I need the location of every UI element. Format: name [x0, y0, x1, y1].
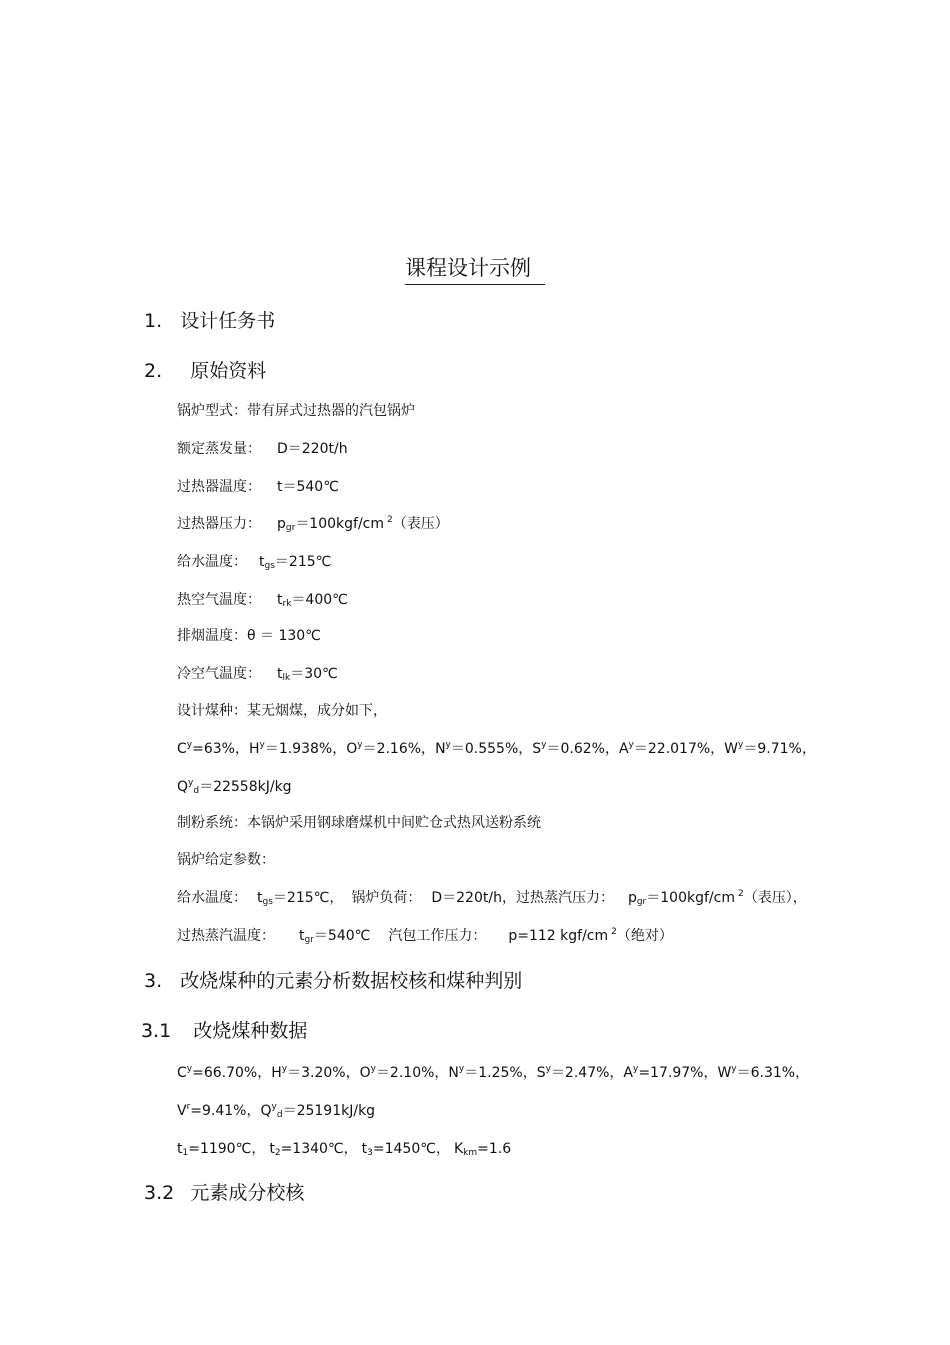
text-span: A	[618, 741, 629, 757]
text-span: y	[259, 740, 265, 750]
given-params-line-1	[177, 887, 807, 907]
new-coal-volatile-line	[177, 1100, 375, 1120]
text-span: D＝220t/h	[277, 441, 348, 457]
text-span: =17.97%，	[638, 1065, 718, 1081]
text-span: ＝540℃	[313, 928, 371, 944]
heading-number: 3.	[144, 970, 163, 992]
text-span: y	[633, 1064, 639, 1074]
text-span: y	[271, 1102, 277, 1112]
boiler-type-line	[177, 400, 415, 420]
text-span: =63%，	[192, 741, 249, 757]
text-span: y	[370, 1064, 376, 1074]
text-span: y	[186, 1064, 193, 1074]
superheater-pressure-line	[177, 513, 449, 533]
text-span: ＝2.16%，	[362, 741, 436, 757]
heading-2	[144, 356, 266, 383]
text-span: A	[623, 1065, 633, 1081]
text-span: ＝215℃，	[272, 890, 344, 906]
text-span: Q	[177, 779, 189, 795]
given-params-line-2	[177, 925, 673, 945]
pulverizing-system-line	[177, 812, 541, 832]
text-span: K	[453, 1141, 464, 1157]
text-span: t＝540℃	[277, 479, 339, 495]
coal-composition-line	[177, 738, 816, 758]
text-span: =1.6	[477, 1141, 512, 1157]
text-span: S	[532, 741, 542, 757]
text-span: km	[463, 1148, 478, 1158]
design-coal-line	[177, 700, 387, 720]
text-span: 1	[182, 1148, 189, 1158]
text-span: ＝9.71%，	[743, 741, 816, 757]
text-span: 过热器温度：	[177, 479, 261, 495]
text-span: y	[458, 1064, 465, 1074]
text-span: ＝1.938%，	[264, 741, 347, 757]
given-params-label	[177, 849, 275, 869]
text-span: S	[536, 1065, 546, 1081]
text-span: 3	[367, 1148, 373, 1158]
text-span: W	[717, 1065, 732, 1081]
text-span: （表压）	[392, 516, 449, 532]
hot-air-temp-line	[177, 589, 348, 609]
text-span: y	[445, 740, 451, 750]
text-span: ＝400℃	[291, 592, 348, 608]
text-span: ＝2.47%，	[550, 1065, 624, 1081]
text-span: ＝100kgf/cm	[646, 890, 735, 906]
text-span: ＝22558kJ/kg	[199, 779, 292, 795]
text-span: y	[738, 740, 744, 750]
text-span: 锅炉型式：带有屏式过热器的汽包锅炉	[177, 403, 415, 419]
heading-number: 3.2	[144, 1182, 175, 1204]
text-span: 给水温度：	[177, 890, 247, 906]
text-span: d	[193, 786, 200, 796]
new-coal-composition-line	[177, 1062, 809, 1082]
text-span: =66.70%，	[192, 1065, 272, 1081]
text-span: p	[277, 516, 286, 532]
heading-text: 改烧煤种的元素分析数据校核和煤种判别	[180, 970, 523, 992]
heading-3	[144, 966, 522, 993]
text-span: 锅炉给定参数：	[177, 852, 275, 868]
text-span: =1450℃，	[372, 1141, 450, 1157]
text-span: ＝2.10%，	[375, 1065, 449, 1081]
text-span: =1340℃，	[280, 1141, 358, 1157]
text-span: 锅炉负荷：	[351, 890, 422, 906]
text-span: y	[357, 740, 363, 750]
text-span: p=112 kgf/cm	[508, 928, 609, 944]
text-span: （绝对）	[616, 928, 673, 944]
text-span: ＝30℃	[290, 666, 338, 682]
text-span: W	[724, 741, 739, 757]
text-span: ＝6.31%，	[736, 1065, 810, 1081]
text-span: y	[188, 778, 194, 788]
text-span: 设计煤种：某无烟煤，成分如下，	[177, 703, 387, 719]
text-span: y	[541, 740, 547, 750]
text-span: t	[277, 666, 283, 682]
text-span: N	[448, 1065, 459, 1081]
text-span: C	[177, 1065, 187, 1081]
text-span: =1190℃，	[188, 1141, 266, 1157]
text-span: d	[276, 1110, 283, 1120]
text-span: ＝22.017%，	[633, 741, 725, 757]
text-span: gr	[304, 935, 314, 945]
text-span: gs	[264, 561, 275, 571]
text-span: y	[545, 1064, 551, 1074]
exhaust-temp-line	[177, 625, 321, 645]
heading-number: 1.	[144, 310, 163, 332]
text-span: t	[259, 554, 265, 570]
text-span: 汽包工作压力：	[388, 928, 487, 944]
text-span: p	[627, 890, 637, 906]
text-span: 给水温度：	[177, 554, 247, 570]
text-span: y	[731, 1064, 737, 1074]
coal-heating-value-line	[177, 776, 292, 796]
heading-text: 原始资料	[190, 360, 267, 382]
feedwater-temp-line	[177, 551, 331, 571]
text-span: ＝100kgf/cm	[295, 516, 385, 532]
text-span: 冷空气温度：	[177, 666, 261, 682]
text-span: O	[359, 1065, 371, 1081]
text-span: D＝220t/h，过热蒸汽压力：	[431, 890, 614, 906]
text-span: 热空气温度：	[177, 592, 261, 608]
text-span: （表压），	[743, 890, 807, 906]
text-span: 过热器压力：	[177, 516, 261, 532]
text-span: gs	[262, 897, 273, 907]
text-span: rk	[282, 599, 292, 609]
text-span: H	[248, 741, 260, 757]
text-span: y	[186, 740, 193, 750]
heading-text: 设计任务书	[180, 310, 276, 332]
superheater-temp-line	[177, 476, 339, 496]
text-span: t	[269, 1141, 275, 1157]
text-span: 额定蒸发量：	[177, 441, 261, 457]
document-title	[0, 252, 950, 285]
text-span: ＝0.62%，	[546, 741, 619, 757]
text-span: 过热蒸汽温度：	[177, 928, 275, 944]
text-span: ＝1.25%，	[464, 1065, 537, 1081]
text-span: y	[281, 1064, 288, 1074]
heading-3-1	[141, 1016, 307, 1043]
text-span: y	[628, 740, 634, 750]
text-span: 2	[737, 889, 744, 899]
heading-number: 2.	[144, 360, 163, 382]
heading-3-2	[144, 1178, 304, 1205]
heading-number: 3.1	[141, 1020, 172, 1042]
text-span: t	[299, 928, 305, 944]
text-span: t	[277, 592, 283, 608]
text-span: r	[186, 1102, 191, 1112]
text-span: ＝215℃	[274, 554, 332, 570]
text-span: 2	[387, 515, 393, 525]
text-span: C	[177, 741, 187, 757]
text-span: t	[257, 890, 263, 906]
text-span: gr	[285, 523, 296, 533]
text-span: 制粉系统：本锅炉采用钢球磨煤机中间贮仓式热风送粉系统	[177, 815, 541, 831]
text-span: ＝25191kJ/kg	[282, 1103, 376, 1119]
text-span: t	[177, 1141, 183, 1157]
text-span: 2	[274, 1148, 281, 1158]
rated-evaporation-line	[177, 438, 348, 458]
heading-text: 改烧煤种数据	[193, 1020, 308, 1042]
ash-fusion-temps-line	[177, 1138, 511, 1158]
text-span: lk	[282, 673, 291, 683]
text-span: N	[435, 741, 446, 757]
text-span: O	[346, 741, 358, 757]
text-span: ＝3.20%，	[287, 1065, 360, 1081]
text-span: V	[177, 1103, 187, 1119]
text-span: ＝0.555%，	[450, 741, 533, 757]
heading-text: 元素成分校核	[190, 1182, 305, 1204]
text-span: t	[361, 1141, 368, 1157]
cold-air-temp-line	[177, 663, 338, 683]
heading-1	[144, 306, 275, 333]
text-span: =9.41%，	[190, 1103, 261, 1119]
text-span: gr	[636, 897, 647, 907]
text-span: Q	[260, 1103, 272, 1119]
document-title-text: 课程设计示例	[405, 252, 545, 285]
text-span: H	[271, 1065, 282, 1081]
text-span: 2	[611, 927, 617, 937]
text-span: 排烟温度：θ ＝ 130℃	[177, 628, 321, 644]
